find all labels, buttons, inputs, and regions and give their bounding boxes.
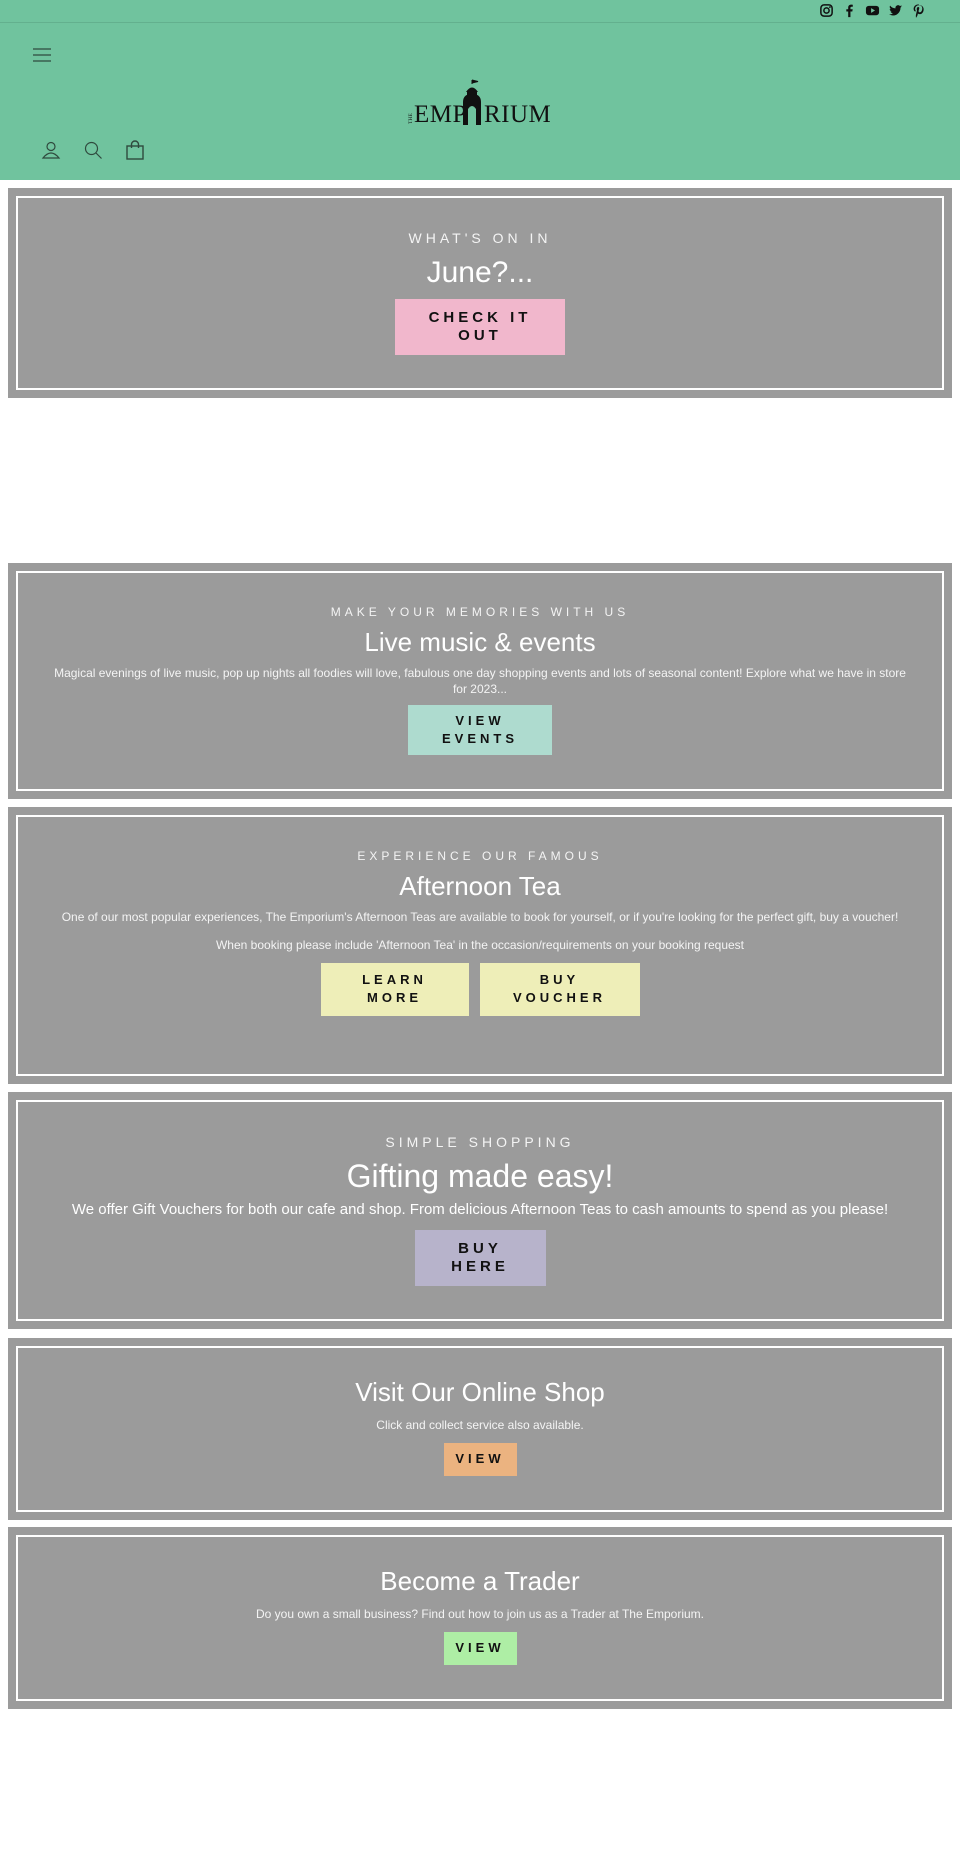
online-shop-title: Visit Our Online Shop <box>355 1377 605 1407</box>
whats-on-kicker: WHAT'S ON IN <box>408 230 552 246</box>
afternoon-tea-description: One of our most popular experiences, The Emporium's Afternoon Teas are available to book for yourself, or if you're looking for the perfect gift, buy a voucher! <box>61 909 899 924</box>
view-events-button[interactable]: VIEW EVENTS <box>408 705 552 755</box>
online-shop-view-button[interactable]: VIEW <box>444 1443 517 1476</box>
trader-banner <box>8 1527 952 1709</box>
live-music-title: Live music & events <box>364 627 596 657</box>
afternoon-tea-banner <box>8 807 952 1084</box>
facebook-icon[interactable] <box>842 3 857 18</box>
buy-here-button[interactable]: BUY HERE <box>415 1230 546 1286</box>
trader-title: Become a Trader <box>380 1566 580 1596</box>
social-links <box>819 3 926 18</box>
live-music-kicker: MAKE YOUR MEMORIES WITH US <box>330 605 630 619</box>
learn-more-button[interactable]: LEARN MORE <box>321 963 469 1016</box>
search-icon[interactable] <box>82 139 104 161</box>
instagram-icon[interactable] <box>819 3 834 18</box>
gifting-banner <box>8 1092 952 1329</box>
afternoon-tea-actions <box>8 963 952 1016</box>
twitter-icon[interactable] <box>888 3 903 18</box>
afternoon-tea-note: When booking please include 'Afternoon Tea' in the occasion/requirements on your booking request <box>215 937 745 952</box>
whats-on-banner <box>8 188 952 398</box>
gifting-kicker: SIMPLE SHOPPING <box>385 1134 575 1150</box>
header-actions <box>40 139 146 161</box>
afternoon-tea-kicker: EXPERIENCE OUR FAMOUS <box>357 849 603 863</box>
whats-on-title: June?... <box>426 256 534 289</box>
cart-icon[interactable] <box>124 139 146 161</box>
site-header <box>0 23 960 180</box>
gifting-title: Gifting made easy! <box>346 1158 614 1194</box>
afternoon-tea-title: Afternoon Tea <box>399 871 561 901</box>
live-music-banner <box>8 563 952 799</box>
svg-text:RIUM: RIUM <box>484 101 552 128</box>
announcement-bar <box>0 0 960 23</box>
trader-view-button[interactable]: VIEW <box>444 1632 517 1665</box>
live-music-description: Magical evenings of live music, pop up nights all foodies will love, fabulous one day shopping events and lots of seasonal content! Explore what we have in store for 2023... <box>54 665 906 696</box>
check-it-out-button[interactable]: CHECK IT OUT <box>395 299 565 355</box>
online-shop-description: Click and collect service also available. <box>376 1417 584 1432</box>
svg-text:EMP: EMP <box>414 101 467 128</box>
logo-small-text: THE <box>408 113 414 124</box>
gifting-description: We offer Gift Vouchers for both our cafe and shop. From delicious Afternoon Teas to cash amounts to spend as you please! <box>71 1201 889 1219</box>
pinterest-icon[interactable] <box>911 3 926 18</box>
trader-description: Do you own a small business? Find out how to join us as a Trader at The Emporium. <box>255 1606 704 1621</box>
site-logo[interactable] <box>405 78 555 128</box>
account-icon[interactable] <box>40 139 62 161</box>
youtube-icon[interactable] <box>865 3 880 18</box>
online-shop-banner <box>8 1338 952 1520</box>
menu-icon[interactable] <box>32 47 52 63</box>
buy-voucher-button[interactable]: BUY VOUCHER <box>480 963 640 1016</box>
